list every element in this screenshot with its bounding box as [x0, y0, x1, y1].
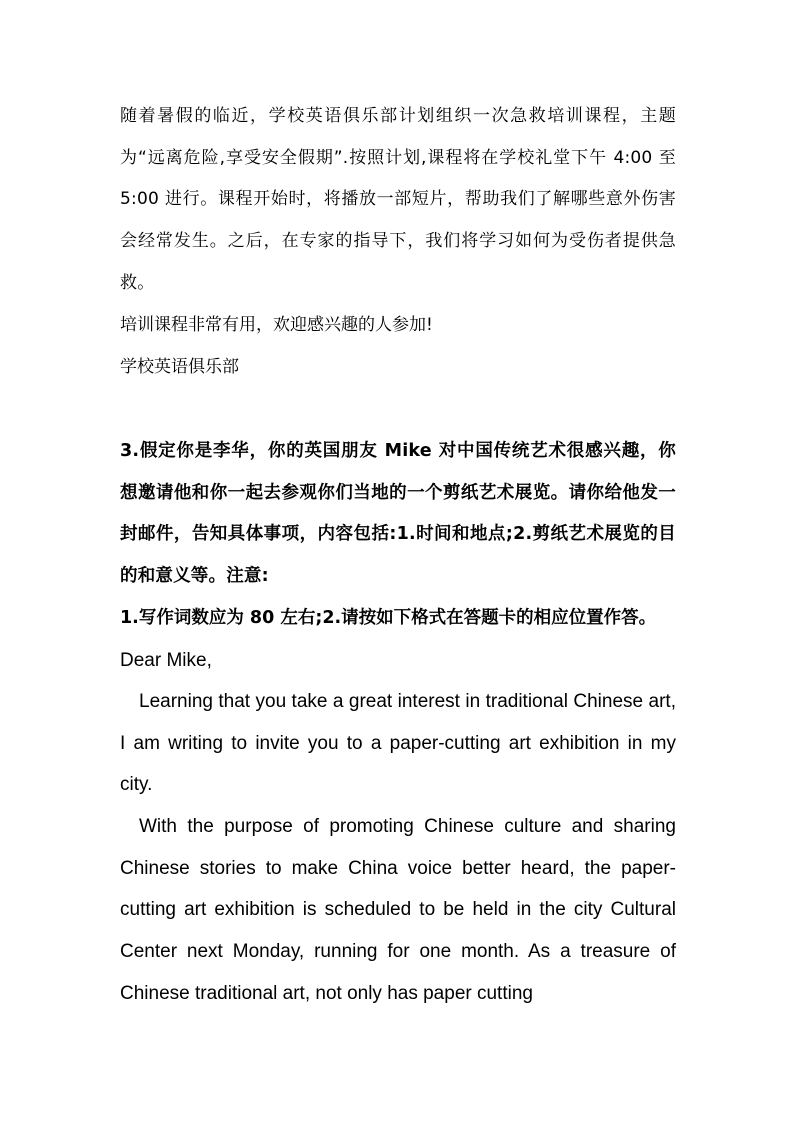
- notice-signature: 学校英语俱乐部: [120, 357, 239, 377]
- letter-greeting: Dear Mike,: [120, 650, 212, 671]
- letter-paragraph-1: Learning that you take a great interest in traditional Chinese art, I am writing to invite you to a paper-cutting art exhibition in my city.: [120, 691, 676, 796]
- letter-paragraph-2: With the purpose of promoting Chinese culture and sharing Chinese stories to make China voice better heard, the paper-cutting art exhibition is scheduled to be held in the city Cultural Center next Monday, running for one month. As a treasure of Chinese traditional art, not only has paper cutting: [120, 816, 676, 1004]
- task-note: 1.写作词数应为 80 左右;2.请按如下格式在答题卡的相应位置作答。: [120, 608, 657, 628]
- notice-paragraph: 随着暑假的临近，学校英语俱乐部计划组织一次急救培训课程，主题为“远离危险,享受安全假期”.按照计划,课程将在学校礼堂下午 4:00 至 5:00 进行。课程开始时，将播放一部短片，帮助我们了解哪些意外伤害会经常发生。之后，在专家的指导下，我们将学习如何为受伤者提供急救。: [120, 106, 676, 293]
- task-prompt: 3.假定你是李华，你的英国朋友 Mike 对中国传统艺术很感兴趣，你想邀请他和你一起去参观你们当地的一个剪纸艺术展览。请你给他发一封邮件，告知具体事项，内容包括:1.时间和地点;2.剪纸艺术展览的目的和意义等。注意:: [120, 441, 676, 587]
- notice-closing: 培训课程非常有用，欢迎感兴趣的人参加!: [120, 315, 433, 335]
